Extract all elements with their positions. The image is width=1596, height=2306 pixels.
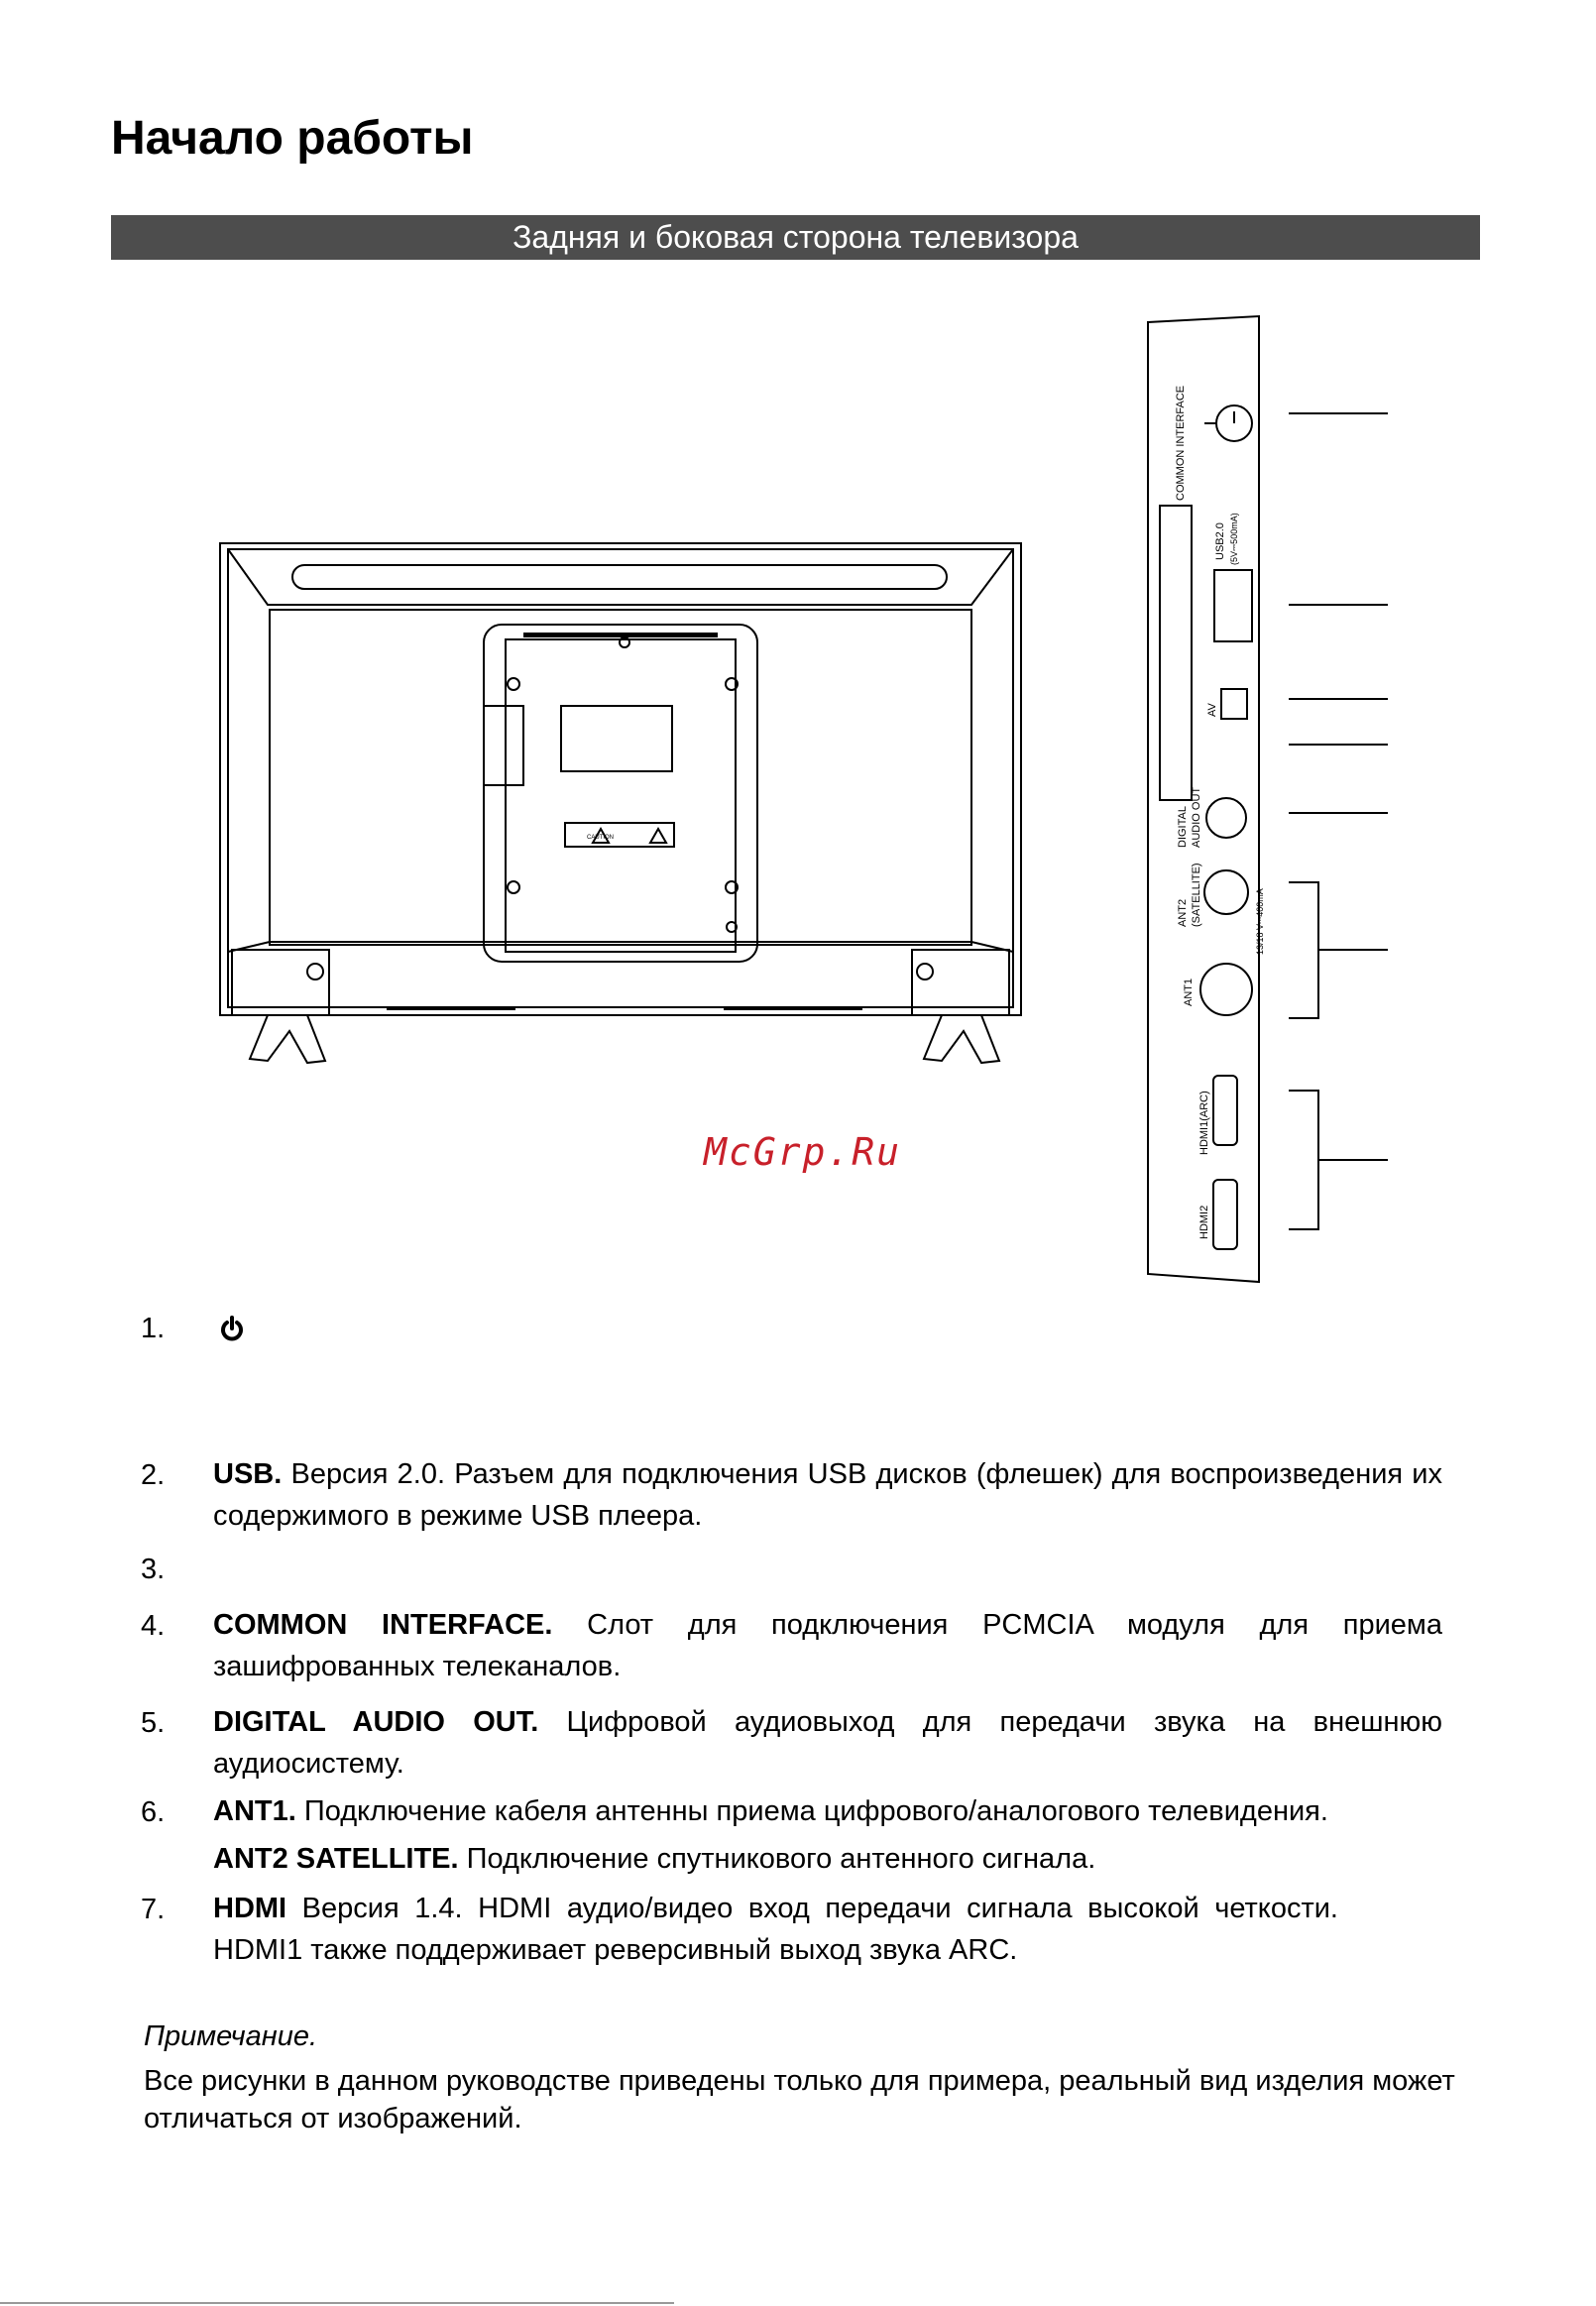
item-desc-ant2: Подключение спутникового антенного сигнала.	[458, 1843, 1096, 1875]
item-bold-usb: USB.	[213, 1458, 283, 1490]
watermark: McGrp.Ru	[704, 1130, 902, 1174]
ant2-label-1: ANT2	[1177, 898, 1189, 927]
item-desc-hdmi: Версия 1.4. HDMI аудио/видео вход передачи сигнала высокой четкости. HDMI1 также поддерживает реверсивный выход звука ARC.	[213, 1893, 1338, 1966]
item-desc-common-interface: Слот для подключения PCMCIA модуля для приема зашифрованных телеканалов.	[213, 1609, 1442, 1682]
page-title: Начало работы	[111, 112, 474, 165]
ant1-label: ANT1	[1183, 978, 1195, 1006]
usb-spec-label: (5V⎓500mA)	[1229, 513, 1239, 565]
item-desc-usb: Версия 2.0. Разъем для подключения USB дисков (флешек) для воспроизведения их содержимого в режиме USB плеера.	[213, 1458, 1442, 1532]
av-label: AV	[1206, 703, 1218, 717]
section-header	[111, 215, 1480, 260]
tv-back-illustration	[208, 535, 1031, 1071]
item-number-5: 5.	[141, 1707, 166, 1739]
ant2-label-2: (SATELLITE)	[1191, 863, 1202, 927]
ant2-spec-label: 13/18 V⎓400mA	[1255, 888, 1265, 955]
digital-audio-label-2: AUDIO OUT	[1191, 786, 1202, 848]
item-number-4: 4.	[141, 1610, 166, 1642]
digital-audio-label-1: DIGITAL	[1177, 806, 1189, 848]
hdmi1-label: HDMI1(ARC)	[1198, 1091, 1210, 1155]
power-icon	[218, 1315, 246, 1344]
common-interface-label: COMMON INTERFACE	[1175, 385, 1187, 501]
item-number-1: 1.	[141, 1313, 166, 1344]
note-text: Все рисунки в данном руководстве приведены только для примера, реальный вид изделия может отличаться от изображений.	[144, 2065, 1455, 2134]
note-title: Примечание.	[144, 2020, 318, 2052]
side-panel-illustration	[1140, 312, 1398, 1289]
item-desc-digital-audio: Цифровой аудиовыход для передачи звука на внешнюю аудиосистему.	[213, 1706, 1442, 1780]
item-text-hdmi	[213, 1888, 1338, 1971]
item-text-ant1	[213, 1790, 1442, 1832]
item-number-6: 6.	[141, 1796, 166, 1828]
item-text-digital-audio	[213, 1701, 1442, 1785]
item-bold-common-interface: COMMON INTERFACE.	[213, 1609, 553, 1641]
hdmi2-label: HDMI2	[1198, 1205, 1210, 1239]
item-number-3: 3.	[141, 1554, 166, 1585]
section-title: Задняя и боковая сторона телевизора	[513, 219, 1079, 255]
usb-label: USB2.0	[1214, 522, 1226, 560]
item-bold-ant1: ANT1.	[213, 1795, 296, 1827]
item-text-common-interface	[213, 1604, 1442, 1687]
item-text-usb	[213, 1453, 1442, 1537]
item-text-ant2	[213, 1838, 1442, 1880]
item-bold-hdmi: HDMI	[213, 1893, 287, 1924]
item-bold-ant2: ANT2 SATELLITE.	[213, 1843, 459, 1875]
item-number-2: 2.	[141, 1459, 166, 1491]
power-button-icon	[1216, 405, 1252, 441]
item-bold-digital-audio: DIGITAL AUDIO OUT.	[213, 1706, 539, 1738]
item-number-7: 7.	[141, 1894, 166, 1925]
caution-label: CAUTION	[587, 835, 614, 841]
item-desc-ant1: Подключение кабеля антенны приема цифрового/аналогового телевидения.	[295, 1795, 1328, 1827]
footer-divider	[0, 2302, 674, 2304]
